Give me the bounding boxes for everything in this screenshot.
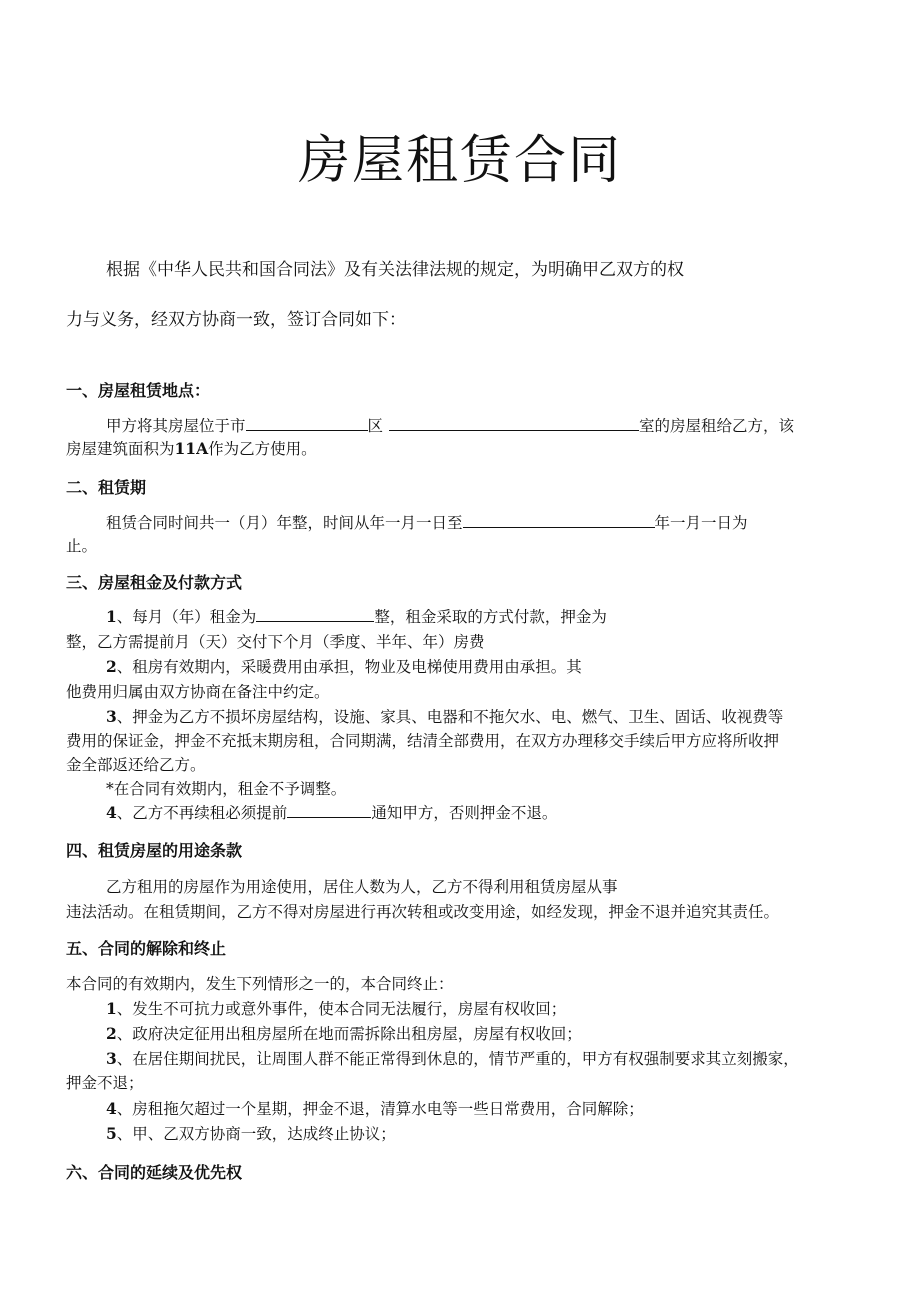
s1-text-d: 房屋建筑面积为 — [66, 440, 175, 458]
s3-i4-text-b: 通知甲方，否则押金不退。 — [371, 804, 558, 822]
section-3-item-1 — [106, 605, 607, 627]
section-1-line-2 — [66, 437, 317, 459]
section-5-heading: 五、合同的解除和终止 — [66, 939, 227, 958]
intro-line-2: 力与义务，经双方协商一致，签订合同如下： — [66, 310, 406, 330]
district-blank — [246, 415, 368, 431]
section-3-item-2 — [106, 655, 582, 677]
section-4-line-1: 乙方租用的房屋作为用途使用，居住人数为人，乙方不得利用租赁房屋从事 — [106, 878, 618, 896]
item-number: 1 — [106, 999, 117, 1018]
s5-i1-text: 、发生不可抗力或意外事件，使本合同无法履行，房屋有权收回； — [116, 1000, 567, 1018]
section-5-item-5 — [106, 1122, 396, 1144]
section-3-item-4 — [106, 801, 557, 823]
section-3-item-3-cont-1: 费用的保证金，押金不充抵末期房租，合同期满，结清全部费用，在双方办理移交手续后甲方应将所收押 — [66, 732, 780, 750]
item-number: 5 — [106, 1124, 117, 1143]
section-4-heading: 四、租赁房屋的用途条款 — [66, 841, 243, 860]
section-5-item-3-cont: 押金不退； — [66, 1074, 144, 1092]
s1-text-c: 室的房屋租给乙方，该 — [639, 417, 795, 435]
section-3-item-3-cont-2: 金全部返还给乙方。 — [66, 756, 206, 774]
s1-text-e: 作为乙方使用。 — [208, 440, 317, 458]
s5-i5-text: 、甲、乙双方协商一致，达成终止协议； — [116, 1125, 396, 1143]
s5-i4-text: 、房租拖欠超过一个星期，押金不退，清算水电等一些日常费用，合同解除； — [116, 1100, 644, 1118]
section-3-item-1-cont: 整，乙方需提前月（天）交付下个月（季度、半年、年）房费 — [66, 633, 485, 651]
item-number: 4 — [106, 803, 117, 822]
s3-i3-text-a: 、押金为乙方不损坏房屋结构，设施、家具、电器和不拖欠水、电、燃气、卫生、固话、收视费等 — [116, 708, 784, 726]
section-3-item-2-cont: 他费用归属由双方协商在备注中约定。 — [66, 683, 330, 701]
item-number: 4 — [106, 1099, 117, 1118]
section-6-heading: 六、合同的延续及优先权 — [66, 1163, 243, 1182]
item-number: 3 — [106, 1049, 117, 1068]
section-5-item-1 — [106, 997, 566, 1019]
area-value: 11A — [174, 439, 209, 458]
document-title: 房屋租赁合同 — [297, 131, 622, 191]
section-4-line-2: 违法活动。在租赁期间，乙方不得对房屋进行再次转租或改变用途，如经发现，押金不退并追究其责任。 — [66, 903, 780, 921]
item-number: 3 — [106, 707, 117, 726]
s5-i2-text: 、政府决定征用出租房屋所在地而需拆除出租房屋，房屋有权收回； — [116, 1025, 582, 1043]
notice-period-blank — [287, 802, 371, 818]
s2-text-b: 年一月一日为 — [654, 514, 748, 532]
s2-text-a: 租赁合同时间共一（月）年整，时间从年一月一日至 — [106, 514, 463, 532]
section-2-heading: 二、租赁期 — [66, 478, 147, 497]
rent-amount-blank — [256, 606, 374, 622]
item-number: 1 — [106, 607, 117, 626]
address-blank — [389, 415, 639, 431]
s5-i3-text-a: 、在居住期间扰民，让周围人群不能正常得到休息的，情节严重的，甲方有权强制要求其立刻搬家， — [116, 1050, 799, 1068]
end-date-blank — [463, 512, 655, 528]
section-3-heading: 三、房屋租金及付款方式 — [66, 573, 243, 592]
section-3-item-3 — [106, 705, 783, 727]
item-number: 2 — [106, 1024, 117, 1043]
s3-i4-text-a: 、乙方不再续租必须提前 — [116, 804, 288, 822]
section-2-line-2: 止。 — [66, 537, 98, 555]
section-5-item-4 — [106, 1097, 644, 1119]
s1-text-a: 甲方将其房屋位于市 — [106, 417, 246, 435]
item-number: 2 — [106, 657, 117, 676]
section-1-heading: 一、房屋租赁地点： — [66, 381, 211, 400]
s3-i1-text-b: 整，租金采取的方式付款，押金为 — [374, 608, 607, 626]
s3-i2-text-a: 、租房有效期内，采暖费用由承担，物业及电梯使用费用由承担。其 — [116, 658, 582, 676]
s1-text-b: 区 — [367, 417, 384, 435]
intro-line-1: 根据《中华人民共和国合同法》及有关法律法规的规定，为明确甲乙双方的权 — [106, 260, 684, 280]
section-5-item-3 — [106, 1047, 799, 1069]
section-2-line-1 — [106, 511, 748, 533]
section-5-item-2 — [106, 1022, 582, 1044]
section-5-lead: 本合同的有效期内，发生下列情形之一的，本合同终止： — [66, 975, 454, 993]
s3-i1-text-a: 、每月（年）租金为 — [116, 608, 257, 626]
section-1-line-1 — [106, 414, 794, 436]
section-3-note: *在合同有效期内，租金不予调整。 — [106, 780, 347, 798]
